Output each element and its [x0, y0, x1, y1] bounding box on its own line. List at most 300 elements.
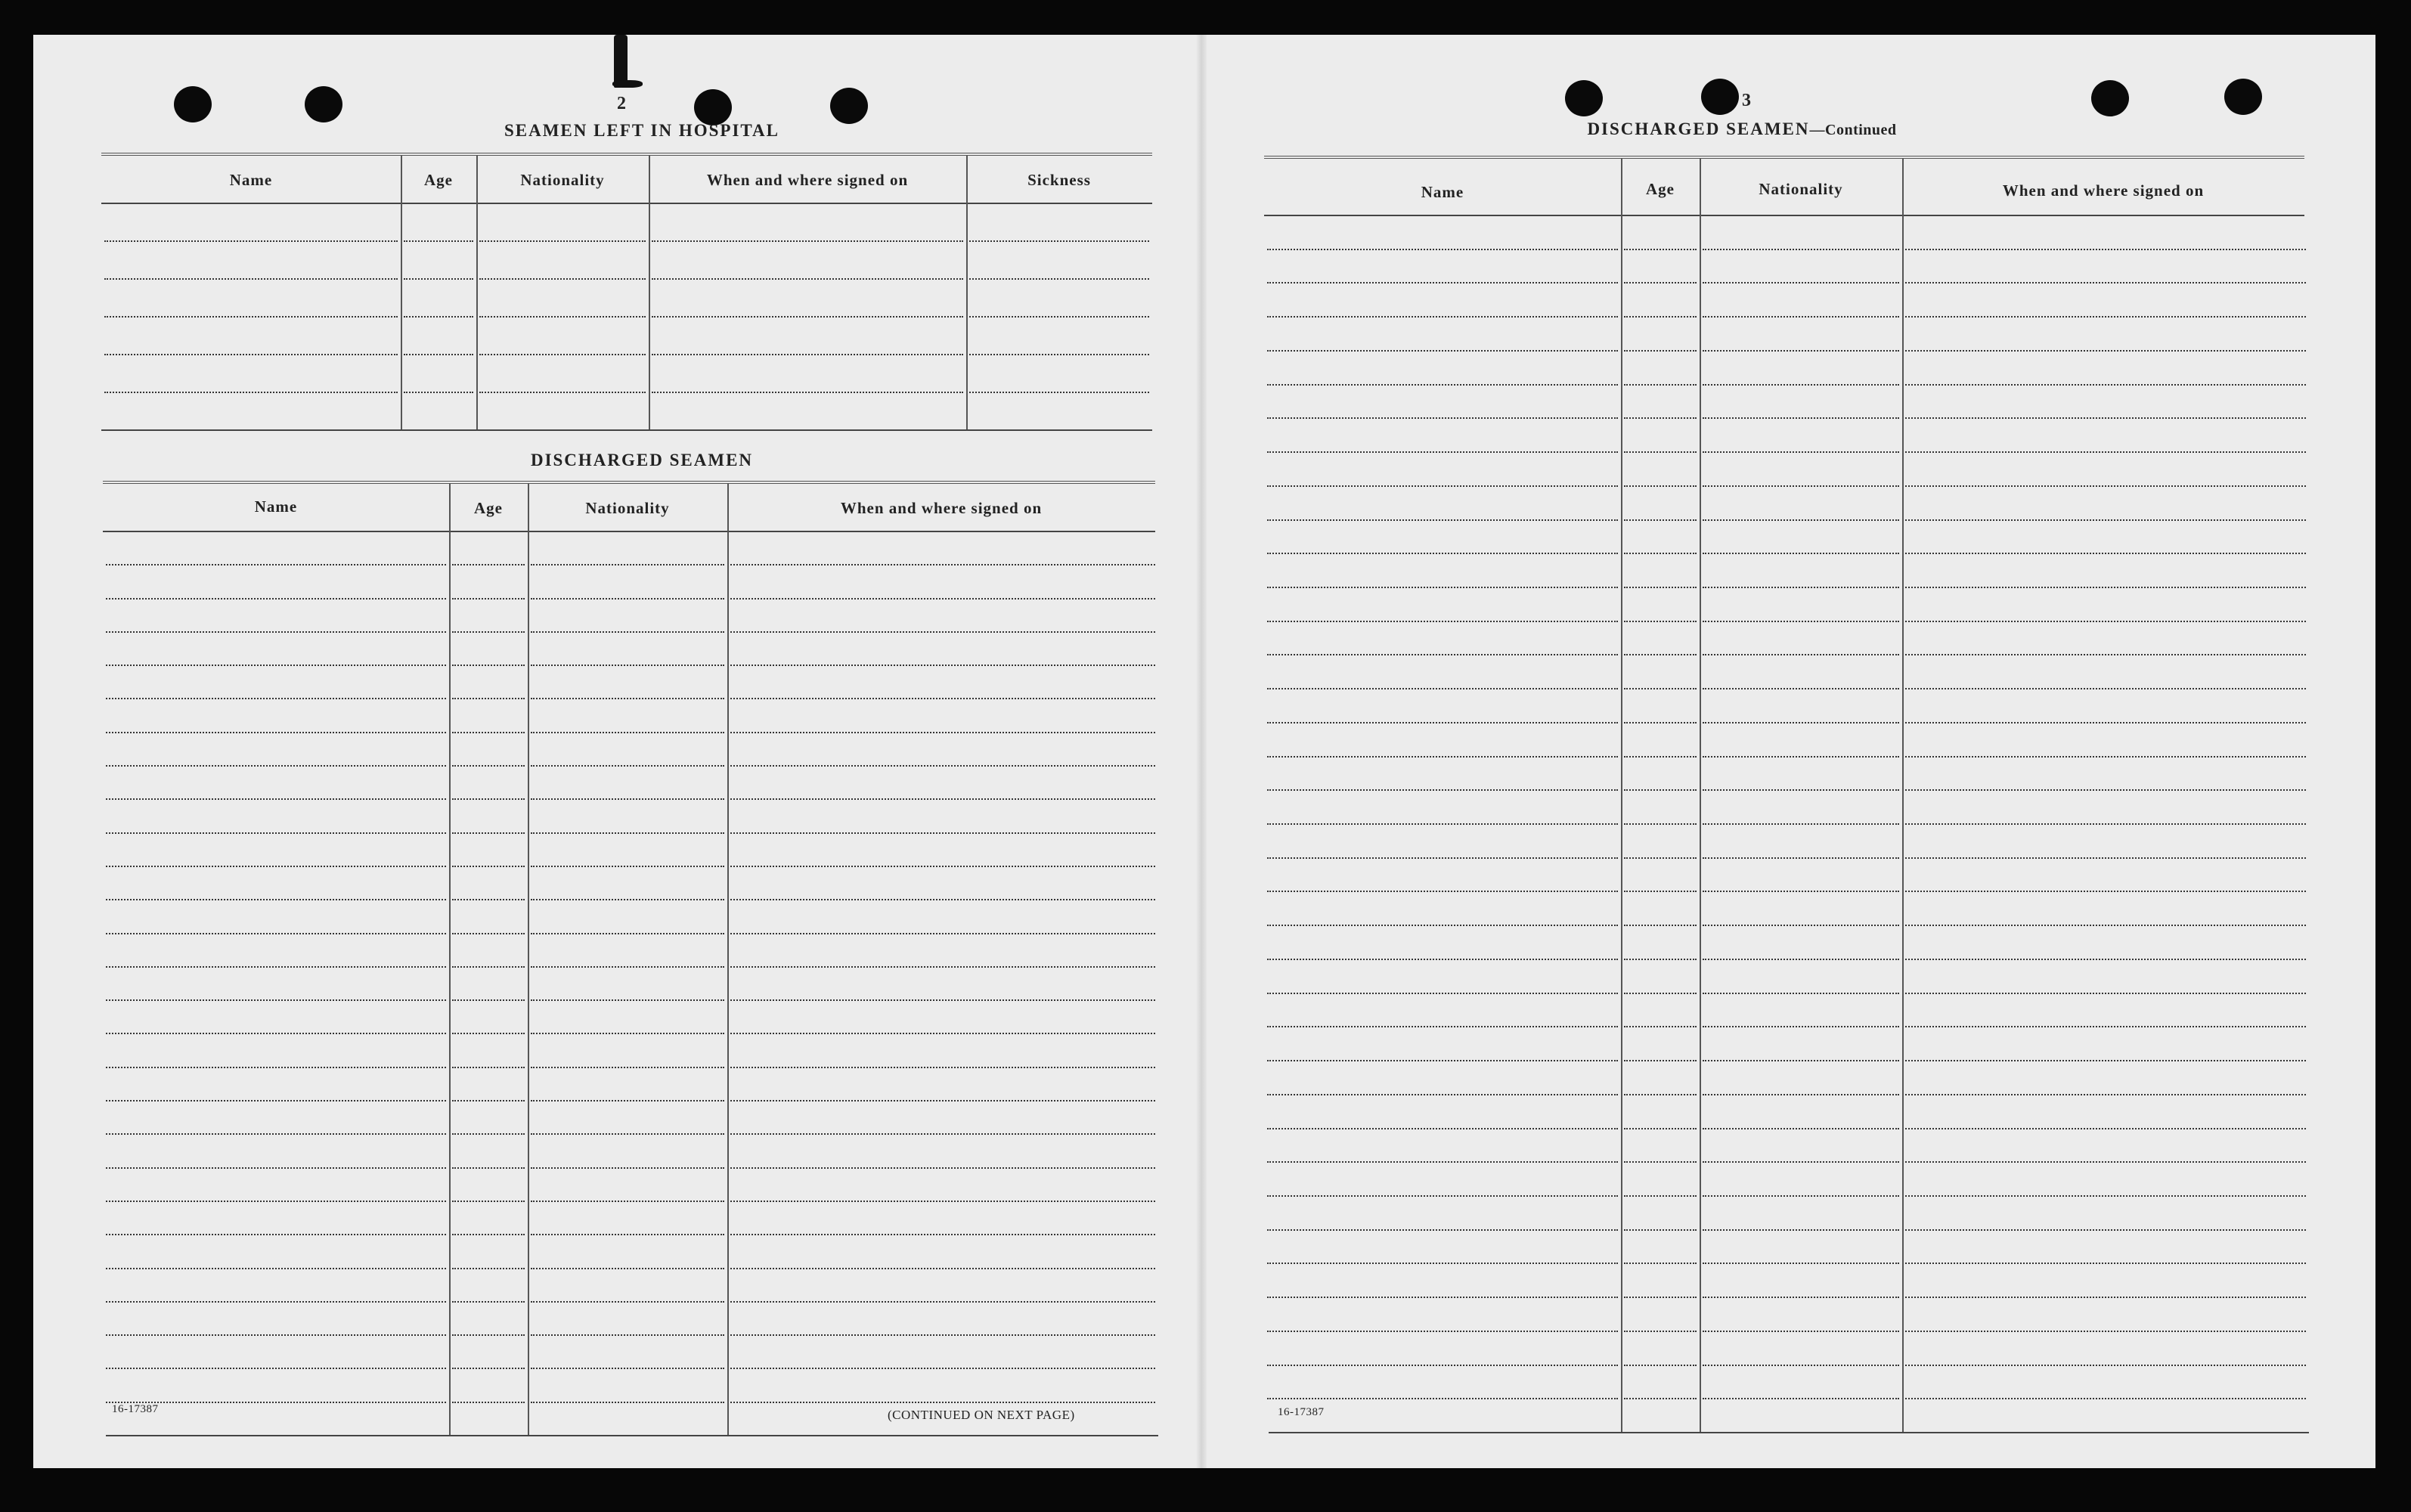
header-rule [1264, 156, 2304, 159]
entry-line [452, 1268, 525, 1269]
entry-line [1624, 1128, 1697, 1129]
entry-line [1905, 451, 2306, 453]
entry-line [452, 1301, 525, 1303]
entry-line [1624, 350, 1697, 352]
entry-line [452, 732, 525, 733]
column-divider [1902, 159, 1904, 1432]
entry-line [452, 798, 525, 800]
entry-line [1905, 925, 2306, 926]
entry-line [1267, 350, 1618, 352]
entry-line [452, 598, 525, 600]
entry-line [1905, 1161, 2306, 1163]
entry-line [1703, 789, 1899, 791]
entry-line [1624, 282, 1697, 284]
entry-line [531, 832, 724, 834]
entry-line [1624, 1297, 1697, 1298]
entry-line [531, 631, 724, 633]
entry-line [479, 316, 646, 318]
entry-line [531, 1167, 724, 1169]
entry-line [1267, 1060, 1618, 1061]
entry-line [1703, 587, 1899, 588]
entry-line [1267, 1026, 1618, 1027]
entry-line [531, 1033, 724, 1034]
entry-line [1905, 1128, 2306, 1129]
entry-line [1267, 925, 1618, 926]
entry-line [1624, 891, 1697, 892]
entry-line [452, 1067, 525, 1068]
entry-line [1624, 1398, 1697, 1399]
entry-line [479, 392, 646, 393]
entry-line [1267, 249, 1618, 250]
entry-line [969, 316, 1149, 318]
entry-line [531, 866, 724, 867]
entry-line [452, 665, 525, 666]
column-divider [401, 156, 402, 429]
entry-line [1267, 1229, 1618, 1231]
punch-hole [694, 89, 732, 125]
entry-line [1905, 891, 2306, 892]
entry-line [1624, 722, 1697, 723]
entry-line [479, 278, 646, 280]
entry-line [404, 392, 473, 393]
entry-line [106, 1167, 446, 1169]
entry-line [531, 1100, 724, 1101]
entry-line [106, 899, 446, 900]
entry-line [1703, 1195, 1899, 1197]
entry-line [1624, 384, 1697, 386]
entry-line [730, 1368, 1155, 1369]
col-name: Name [229, 171, 273, 189]
entry-line [730, 598, 1155, 600]
entry-line [730, 665, 1155, 666]
entry-line [1624, 1331, 1697, 1332]
column-divider [966, 156, 968, 429]
entry-line [1624, 621, 1697, 622]
col-age: Age [1646, 180, 1675, 198]
entry-line [106, 1234, 446, 1235]
entry-line [730, 564, 1155, 565]
entry-line [730, 1100, 1155, 1101]
entry-line [1703, 621, 1899, 622]
entry-line [452, 765, 525, 767]
title-suffix: —Continued [1809, 122, 1897, 138]
entry-line [1703, 1331, 1899, 1332]
col-when-where: When and where signed on [706, 171, 909, 189]
entry-line [730, 832, 1155, 834]
entry-line [1624, 316, 1697, 318]
entry-line [730, 798, 1155, 800]
entry-line [106, 866, 446, 867]
punch-hole [2224, 79, 2262, 115]
column-divider [528, 484, 529, 1435]
entry-line [1267, 891, 1618, 892]
entry-line [1905, 1195, 2306, 1197]
entry-line [531, 1368, 724, 1369]
entry-line [104, 316, 398, 318]
entry-line [1624, 857, 1697, 859]
entry-line [1905, 823, 2306, 825]
entry-line [1905, 1060, 2306, 1061]
entry-line [106, 564, 446, 565]
entry-line [1703, 519, 1899, 521]
title-main: DISCHARGED SEAMEN [1587, 119, 1810, 138]
entry-line [1905, 1026, 2306, 1027]
entry-line [106, 631, 446, 633]
entry-line [1905, 722, 2306, 723]
entry-line [1267, 756, 1618, 758]
entry-line [1624, 417, 1697, 419]
entry-line [1703, 249, 1899, 250]
entry-line [531, 1201, 724, 1202]
entry-line [531, 1301, 724, 1303]
entry-line [969, 392, 1149, 393]
discharged-section-title: DISCHARGED SEAMEN [530, 451, 754, 469]
entry-line [730, 1234, 1155, 1235]
entry-line [730, 866, 1155, 867]
entry-line [1624, 654, 1697, 655]
entry-line [452, 1402, 525, 1403]
entry-line [1267, 1128, 1618, 1129]
entry-line [1624, 1161, 1697, 1163]
entry-line [1905, 1094, 2306, 1095]
entry-line [531, 1402, 724, 1403]
entry-line [404, 316, 473, 318]
entry-line [1267, 282, 1618, 284]
entry-line [730, 1201, 1155, 1202]
left-page [33, 35, 1204, 1468]
entry-line [1624, 451, 1697, 453]
entry-line [1267, 789, 1618, 791]
entry-line [1905, 1331, 2306, 1332]
entry-line [1703, 959, 1899, 960]
entry-line [106, 966, 446, 968]
col-nationality: Nationality [1759, 180, 1843, 198]
entry-line [652, 392, 963, 393]
form-number: 16-17387 [112, 1403, 159, 1415]
entry-line [1905, 654, 2306, 655]
entry-line [106, 999, 446, 1001]
entry-line [1267, 485, 1618, 487]
entry-line [1905, 789, 2306, 791]
entry-line [1703, 1229, 1899, 1231]
entry-line [1267, 688, 1618, 689]
hospital-section-title: SEAMEN LEFT IN HOSPITAL [504, 121, 780, 140]
col-when-where: When and where signed on [840, 499, 1043, 517]
entry-line [1703, 417, 1899, 419]
entry-line [106, 1033, 446, 1034]
entry-line [1703, 316, 1899, 318]
entry-line [531, 698, 724, 699]
entry-line [1703, 925, 1899, 926]
entry-line [1267, 384, 1618, 386]
continued-note: (CONTINUED ON NEXT PAGE) [888, 1408, 1075, 1422]
entry-line [1267, 316, 1618, 318]
entry-line [531, 999, 724, 1001]
entry-line [1267, 1263, 1618, 1264]
entry-line [1267, 587, 1618, 588]
column-divider [1621, 159, 1622, 1432]
entry-line [479, 240, 646, 242]
col-nationality: Nationality [585, 499, 670, 517]
entry-line [1624, 1195, 1697, 1197]
right-page [1205, 35, 2375, 1468]
section-rule [101, 429, 1152, 431]
entry-line [969, 240, 1149, 242]
entry-line [1905, 282, 2306, 284]
entry-line [730, 999, 1155, 1001]
entry-line [1624, 789, 1697, 791]
entry-line [1267, 553, 1618, 554]
entry-line [106, 1100, 446, 1101]
entry-line [452, 832, 525, 834]
entry-line [452, 899, 525, 900]
entry-line [1624, 1094, 1697, 1095]
entry-line [1624, 1060, 1697, 1061]
column-divider [449, 484, 451, 1435]
entry-line [730, 765, 1155, 767]
entry-line [1905, 857, 2306, 859]
entry-line [106, 698, 446, 699]
entry-line [1703, 350, 1899, 352]
column-divider [649, 156, 650, 429]
entry-line [730, 933, 1155, 934]
entry-line [1905, 587, 2306, 588]
entry-line [106, 832, 446, 834]
entry-line [1624, 1263, 1697, 1264]
entry-line [1905, 316, 2306, 318]
entry-line [1703, 1094, 1899, 1095]
bottom-rule [106, 1435, 1158, 1436]
entry-line [1624, 925, 1697, 926]
entry-line [969, 278, 1149, 280]
entry-line [1267, 823, 1618, 825]
entry-line [1267, 1195, 1618, 1197]
entry-line [1703, 485, 1899, 487]
entry-line [452, 966, 525, 968]
entry-line [106, 765, 446, 767]
entry-line [104, 354, 398, 355]
entry-line [531, 1268, 724, 1269]
entry-line [1905, 417, 2306, 419]
entry-line [730, 1268, 1155, 1269]
entry-line [1905, 350, 2306, 352]
page-number: 3 [1742, 91, 1751, 110]
entry-line [1703, 1365, 1899, 1366]
entry-line [106, 933, 446, 934]
entry-line [730, 1334, 1155, 1336]
entry-line [1703, 1026, 1899, 1027]
entry-line [1703, 891, 1899, 892]
entry-line [1624, 1026, 1697, 1027]
entry-line [1703, 722, 1899, 723]
punch-hole [830, 88, 868, 124]
entry-line [1703, 384, 1899, 386]
entry-line [106, 598, 446, 600]
entry-line [730, 1067, 1155, 1068]
entry-line [730, 1402, 1155, 1403]
entry-line [531, 966, 724, 968]
entry-line [652, 240, 963, 242]
entry-line [479, 354, 646, 355]
entry-line [1624, 249, 1697, 250]
entry-line [730, 698, 1155, 699]
entry-line [1703, 756, 1899, 758]
entry-line [1624, 823, 1697, 825]
entry-line [1267, 993, 1618, 994]
entry-line [1267, 1365, 1618, 1366]
entry-line [1905, 553, 2306, 554]
column-head-rule [1264, 215, 2304, 216]
entry-line [1905, 1263, 2306, 1264]
entry-line [652, 354, 963, 355]
punch-hole [174, 86, 212, 122]
entry-line [531, 665, 724, 666]
entry-line [1624, 553, 1697, 554]
entry-line [730, 631, 1155, 633]
entry-line [1703, 553, 1899, 554]
entry-line [1905, 485, 2306, 487]
entry-line [531, 933, 724, 934]
entry-line [1624, 1365, 1697, 1366]
entry-line [1703, 654, 1899, 655]
discharged-continued-title [1530, 119, 1954, 139]
entry-line [531, 732, 724, 733]
entry-line [531, 899, 724, 900]
entry-line [1905, 756, 2306, 758]
entry-line [452, 631, 525, 633]
entry-line [452, 1234, 525, 1235]
entry-line [730, 966, 1155, 968]
entry-line [1624, 485, 1697, 487]
entry-line [106, 1268, 446, 1269]
entry-line [404, 354, 473, 355]
entry-line [1905, 249, 2306, 250]
entry-line [1267, 1331, 1618, 1332]
entry-line [531, 1133, 724, 1135]
entry-line [452, 1033, 525, 1034]
entry-line [106, 665, 446, 666]
entry-line [452, 1133, 525, 1135]
entry-line [730, 1033, 1155, 1034]
entry-line [969, 354, 1149, 355]
entry-line [1703, 1128, 1899, 1129]
entry-line [1703, 823, 1899, 825]
entry-line [1624, 756, 1697, 758]
ledger-spread [33, 35, 2375, 1468]
entry-line [104, 392, 398, 393]
entry-line [452, 866, 525, 867]
entry-line [1703, 1398, 1899, 1399]
entry-line [652, 278, 963, 280]
punch-hole [1565, 80, 1603, 116]
entry-line [404, 278, 473, 280]
entry-line [1703, 1060, 1899, 1061]
entry-line [1267, 417, 1618, 419]
entry-line [730, 1301, 1155, 1303]
entry-line [452, 1100, 525, 1101]
entry-line [1624, 519, 1697, 521]
entry-line [1267, 959, 1618, 960]
entry-line [1703, 451, 1899, 453]
column-divider [727, 484, 729, 1435]
punch-hole [305, 86, 342, 122]
entry-line [452, 1167, 525, 1169]
entry-line [1624, 1229, 1697, 1231]
entry-line [531, 564, 724, 565]
entry-line [1267, 857, 1618, 859]
bottom-rule [1269, 1432, 2309, 1433]
entry-line [1267, 654, 1618, 655]
entry-line [106, 1334, 446, 1336]
form-number: 16-17387 [1278, 1406, 1325, 1418]
entry-line [531, 1234, 724, 1235]
entry-line [531, 798, 724, 800]
entry-line [404, 240, 473, 242]
entry-line [452, 1334, 525, 1336]
entry-line [1267, 1297, 1618, 1298]
entry-line [1267, 1398, 1618, 1399]
entry-line [1905, 959, 2306, 960]
column-head-rule [103, 531, 1155, 532]
entry-line [531, 1334, 724, 1336]
entry-line [106, 798, 446, 800]
col-age: Age [474, 499, 503, 517]
header-rule [103, 481, 1155, 484]
col-name: Name [254, 497, 298, 516]
entry-line [1703, 688, 1899, 689]
entry-line [106, 1067, 446, 1068]
entry-line [1703, 857, 1899, 859]
entry-line [730, 1133, 1155, 1135]
page-number: 2 [617, 94, 626, 113]
col-name: Name [1421, 183, 1464, 201]
entry-line [1905, 993, 2306, 994]
entry-line [452, 564, 525, 565]
entry-line [1624, 688, 1697, 689]
entry-line [1905, 1297, 2306, 1298]
punch-hole [2091, 80, 2129, 116]
entry-line [452, 999, 525, 1001]
entry-line [1905, 688, 2306, 689]
col-sickness: Sickness [1027, 171, 1091, 189]
entry-line [452, 698, 525, 699]
entry-line [1624, 587, 1697, 588]
entry-line [1703, 1161, 1899, 1163]
entry-line [531, 1067, 724, 1068]
header-rule [101, 153, 1152, 156]
entry-line [1267, 722, 1618, 723]
entry-line [1267, 451, 1618, 453]
entry-line [1624, 959, 1697, 960]
entry-line [1905, 519, 2306, 521]
entry-line [106, 732, 446, 733]
column-head-rule [101, 203, 1152, 204]
entry-line [1703, 1263, 1899, 1264]
entry-line [1267, 519, 1618, 521]
ink-mark [612, 80, 643, 88]
entry-line [104, 240, 398, 242]
entry-line [1905, 1365, 2306, 1366]
entry-line [531, 598, 724, 600]
entry-line [106, 1201, 446, 1202]
entry-line [730, 732, 1155, 733]
entry-line [1703, 282, 1899, 284]
entry-line [1905, 1398, 2306, 1399]
entry-line [1905, 621, 2306, 622]
entry-line [531, 765, 724, 767]
entry-line [1267, 1094, 1618, 1095]
col-when-where: When and where signed on [2002, 181, 2205, 200]
